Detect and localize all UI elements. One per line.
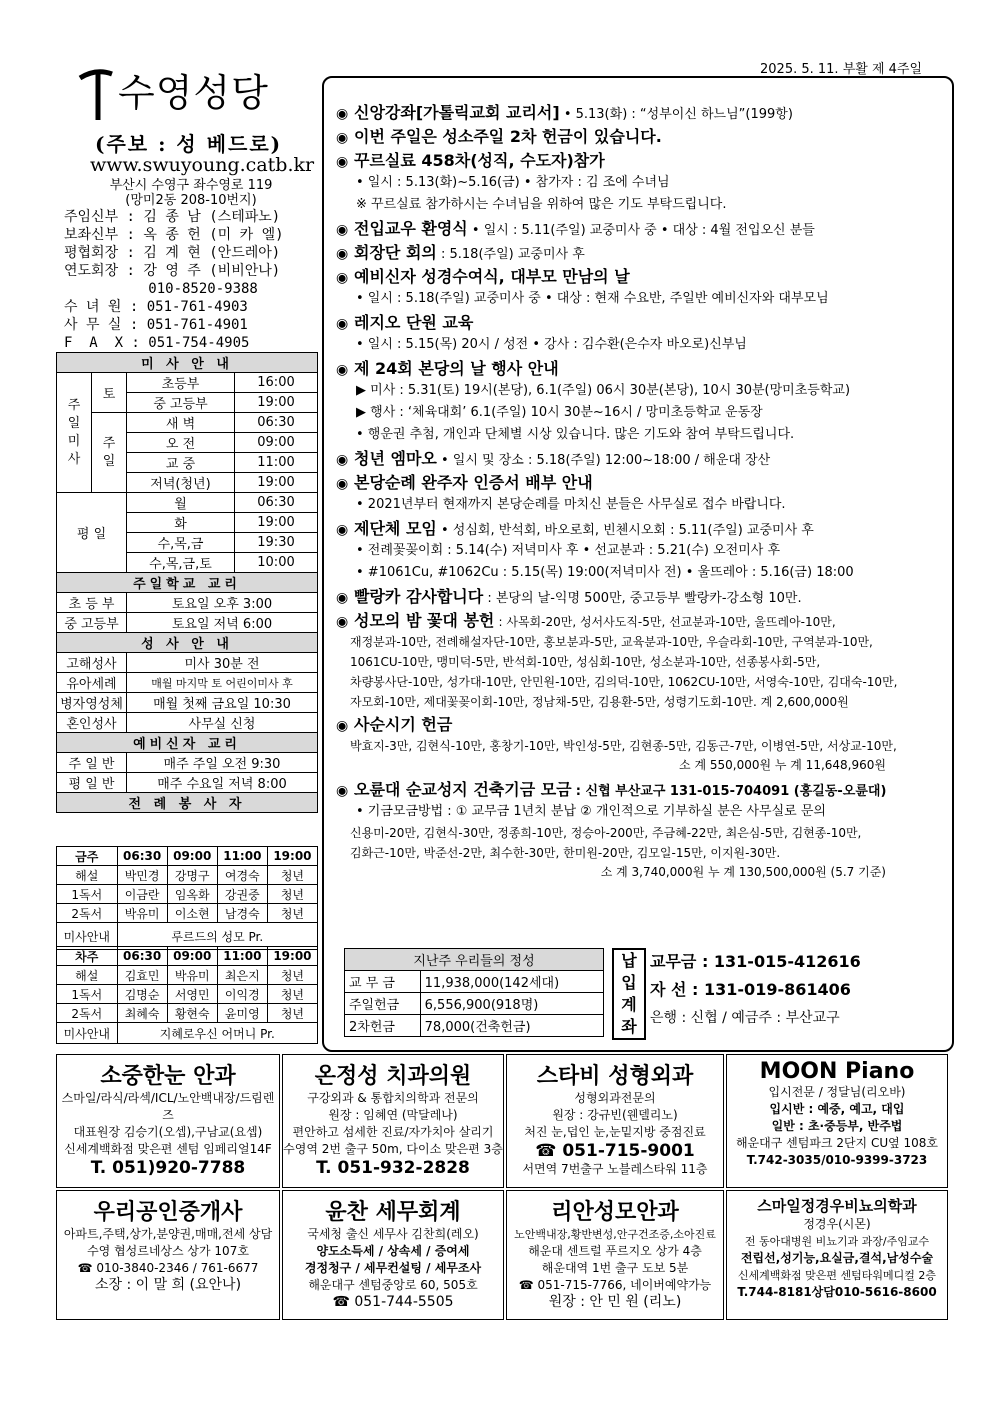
server-name: 강명구	[167, 866, 217, 885]
school-group: 중 고등부	[57, 613, 127, 633]
notice-item	[336, 516, 946, 540]
staff-list	[64, 208, 284, 352]
notice-sub: • 전례꽃꽂이회 : 5.14(수) 저녁미사 후 • 선교분과 : 5.21(수) 오전미사 후	[356, 543, 781, 558]
server-name: 김명순	[117, 985, 167, 1004]
ad-title: 온정성 치과의원	[314, 1064, 472, 1089]
ad-line: 원장 : 임혜연 (막달레나)	[328, 1108, 458, 1122]
servers-title: 전 례 봉 사 자	[57, 793, 318, 813]
target-bullet-icon: ◉	[336, 783, 349, 799]
staff-line: 주임신부 : 김 종 남 (스테파노)	[64, 209, 281, 225]
server-head: 09:00	[167, 847, 217, 866]
intent-label: 미사안내	[57, 1023, 118, 1044]
ad-title: 윤찬 세무회계	[325, 1200, 461, 1225]
ad-line: 원장 : 강규빈(웬델리노)	[552, 1108, 678, 1122]
ad-phone: T. 051)920-7788	[90, 1158, 246, 1178]
payment-account-label: 납입계좌	[612, 948, 646, 1040]
ad-line: ☎ 010-3840-2346 / 761-6677	[77, 1261, 259, 1275]
notice-sub: 1061CU-10만, 맹미덕-5만, 반석회-10만, 성심회-10만, 성소분과-10만, 선종봉사회-5만,	[350, 655, 821, 669]
ad-doctor: 원장 : 안 민 원 (리노)	[548, 1294, 682, 1310]
mass-name: 오 전	[127, 433, 235, 453]
notice-item	[336, 470, 946, 494]
notice-item	[336, 446, 946, 470]
sacrament-title: 성 사 안 내	[57, 633, 318, 653]
server-name: 강권중	[217, 885, 267, 904]
notice-title: 예비신자 성경수여식, 대부모 만남의 날	[354, 267, 630, 286]
target-bullet-icon: ◉	[336, 270, 349, 286]
ad-line: 수영 협성르네상스 상가 107호	[87, 1244, 249, 1258]
summary-title: 지난주 우리들의 정성	[345, 949, 604, 971]
ad-owner: 소장 : 이 말 희 (요안나)	[94, 1277, 242, 1293]
notice-title: 레지오 단원 교육	[354, 313, 474, 332]
server-head: 19:00	[267, 947, 317, 966]
server-name: 남경숙	[217, 904, 267, 923]
staff-line: 보좌신부 : 옥 종 헌 (미 카 엘)	[64, 227, 284, 243]
target-bullet-icon: ◉	[336, 522, 349, 538]
ad-line: 신세계백화점 맞은편 센텀 임페리얼14F	[64, 1142, 272, 1156]
notice-detail: : 사목회-20만, 성서사도직-5만, 선교분과-10만, 울뜨레아-10만,	[498, 615, 836, 629]
ad-line: 수영역 2번 출구 50m, 다이소 맞은편 3층	[283, 1142, 503, 1156]
server-name: 이금란	[117, 885, 167, 904]
ad-piano[interactable]	[726, 1054, 948, 1188]
ad-line: 편안하고 섬세한 진료/자가치아 살리기	[292, 1125, 494, 1139]
staff-line: 평협회장 : 김 계 현 (안드레아)	[64, 245, 281, 261]
mass-intent: 루르드의 성모 Pr.	[117, 923, 317, 950]
sacrament-info: 미사 30분 전	[127, 653, 318, 673]
ad-line: 전 동아대병원 비뇨기과 과장/주임교수	[744, 1235, 930, 1248]
server-head: 11:00	[217, 847, 267, 866]
staff-line: 사 무 실 : 051-761-4901	[64, 317, 248, 333]
notice-detail: : 신협 부산교구 131-015-704091 (홍길동-오륜대)	[575, 784, 887, 799]
notice-title: 꾸르실료 458차(성직, 수도자)참가	[354, 151, 605, 170]
notice-sub: 김화근-10만, 박준선-2만, 최수한-30만, 한미원-20만, 김모일-15만, 이지원-30만.	[350, 846, 781, 860]
ad-phone: T.744-8181상담010-5616-8600	[737, 1285, 937, 1299]
server-name: 김효민	[117, 966, 167, 985]
ad-title: 스마일정경우비뇨의학과	[757, 1197, 917, 1215]
notice-title: 제 24회 본당의 날 행사 안내	[354, 359, 559, 378]
sacrament-info: 매월 마지막 토 어린이미사 후	[127, 673, 318, 693]
staff-line: 연도회장 : 강 영 주 (비비안나)	[64, 263, 281, 279]
notice-item	[336, 100, 946, 124]
notice-sub: • 기금모금방법 : ① 교무금 1년치 분납 ② 개인적으로 기부하실 분은 사무실로 문의	[356, 804, 826, 819]
notice-sub: • 행운권 추첨, 개인과 단체별 시상 있습니다. 많은 기도와 참여 부탁드립니다.	[356, 427, 795, 442]
offering-summary-table	[344, 948, 604, 1037]
notice-item	[336, 712, 946, 736]
parish-address	[60, 178, 322, 208]
ad-tax-accountant[interactable]	[282, 1190, 504, 1320]
server-name: 윤미영	[217, 1004, 267, 1023]
server-head: 차주	[57, 947, 118, 966]
intent-label: 미사안내	[57, 923, 118, 950]
notice-sub: ▶ 미사 : 5.31(토) 19시(본당), 6.1(주일) 06시 30분(본당), 10시 30분(망미초등학교)	[356, 383, 851, 398]
notice-sub: 차량봉사단-10만, 성가대-10만, 안민원-10만, 김의덕-10만, 1062CU-10만, 서영숙-10만, 김대숙-10만,	[350, 675, 898, 689]
mass-intent: 지혜로우신 어머니 Pr.	[117, 1023, 317, 1044]
mass-name: 수,목,금	[127, 533, 235, 553]
school-group: 초 등 부	[57, 593, 127, 613]
ad-line: 일반 : 초·중등부, 반주법	[771, 1119, 903, 1133]
mass-time: 09:00	[235, 433, 318, 453]
notice-sub: 자모회-10만, 제대꽃꽂이회-10만, 정남채-5만, 김용환-5만, 성령기도회-10만. 계 2,600,000원	[350, 695, 849, 709]
notice-item	[336, 608, 946, 632]
ad-line: 해운대구 센텀중앙로 60, 505호	[308, 1278, 478, 1292]
ad-line: 양도소득세 / 상속세 / 증여세	[316, 1244, 470, 1258]
ad-eye-clinic[interactable]	[56, 1054, 280, 1188]
summary-value: 11,938,000(142세대)	[420, 971, 603, 993]
ad-phone: ☎ 051-715-9001	[535, 1141, 695, 1161]
school-time: 토요일 오후 3:00	[127, 593, 318, 613]
servers-week2-table	[56, 946, 318, 1044]
ad-line: 해운대구 센텀파크 2단지 CU옆 108호	[735, 1136, 939, 1150]
server-name: 청년	[267, 885, 317, 904]
target-bullet-icon: ◉	[336, 316, 349, 332]
sacrament-name: 고해성사	[57, 653, 127, 673]
ad-title: 리안성모안과	[551, 1200, 679, 1225]
catechumen-title: 예비신자 교리	[57, 733, 318, 753]
sunday-label: 주 일	[92, 413, 127, 493]
mass-name: 교 중	[127, 453, 235, 473]
server-name: 최혜숙	[117, 1004, 167, 1023]
notice-title: 성모의 밤 꽃대 봉헌	[354, 611, 495, 630]
class-name: 주 일 반	[57, 753, 127, 773]
notice-detail: • 일시 및 장소 : 5.18(주일) 12:00~18:00 / 해운대 장산	[441, 453, 771, 468]
summary-label: 2차헌금	[345, 1015, 421, 1037]
mass-time: 10:00	[235, 553, 318, 573]
mass-time: 19:00	[235, 473, 318, 493]
staff-line: 010-8520-9388	[64, 281, 258, 297]
parish-logo	[78, 62, 318, 122]
ad-line: 국세청 출신 세무사 김찬희(레오)	[307, 1227, 479, 1241]
notices-list	[336, 100, 946, 880]
weekday-label: 평 일	[57, 493, 127, 573]
target-bullet-icon: ◉	[336, 452, 349, 468]
ad-urology[interactable]	[726, 1190, 948, 1320]
target-bullet-icon: ◉	[336, 222, 349, 238]
mass-time: 06:30	[235, 493, 318, 513]
ad-phone: T. 051-932-2828	[316, 1158, 470, 1178]
mass-name: 화	[127, 513, 235, 533]
ad-line: 아파트,주택,상가,분양권,매매,전세 상담	[63, 1227, 273, 1241]
notice-total: 소 계 550,000원 누 계 11,648,960원	[679, 758, 886, 772]
mass-time: 19:00	[235, 393, 318, 413]
mass-time: 16:00	[235, 373, 318, 393]
server-head: 금주	[57, 847, 118, 866]
server-head: 09:00	[167, 947, 217, 966]
server-role: 해설	[57, 966, 118, 985]
notice-detail: • 성심회, 반석회, 바오로회, 빈첸시오회 : 5.11(주일) 교중미사 후	[441, 523, 814, 538]
target-bullet-icon: ◉	[336, 614, 349, 630]
ad-eye-hospital[interactable]	[506, 1190, 724, 1320]
ad-title: MOON Piano	[759, 1059, 915, 1084]
notice-item	[336, 124, 946, 148]
notice-title: 전입교우 환영식	[354, 219, 468, 238]
summary-value: 6,556,900(918명)	[420, 993, 603, 1015]
mass-time: 19:00	[235, 513, 318, 533]
address-line: (망미2동 208-10번지)	[125, 193, 257, 208]
server-role: 2독서	[57, 1004, 118, 1023]
target-bullet-icon: ◉	[336, 718, 349, 734]
ad-line: 입시전문 / 정달님(리오바)	[768, 1085, 906, 1099]
notice-title: 본당순례 완주자 인증서 배부 안내	[354, 473, 593, 492]
notice-total: 소 계 3,740,000원 누 계 130,500,000원 (5.7 기준)	[600, 865, 886, 879]
sacrament-info: 매월 첫째 금요일 10:30	[127, 693, 318, 713]
mass-schedule-table	[56, 352, 318, 813]
ad-dental[interactable]	[282, 1054, 504, 1188]
target-bullet-icon: ◉	[336, 130, 349, 146]
notice-sub: 재정분과-10만, 전례해설자단-10만, 홍보분과-5만, 교육분과-10만, 우슬라회-10만, 구역분과-10만,	[350, 635, 873, 649]
mass-name: 수,목,금,토	[127, 553, 235, 573]
cross-logo-icon	[78, 64, 114, 122]
notice-sub: • #1061Cu, #1062Cu : 5.15(목) 19:00(저녁미사 전) • 울뜨레아 : 5.16(금) 18:00	[356, 565, 854, 580]
staff-line: F A X : 051-754-4905	[64, 335, 250, 351]
notice-title: 제단체 모임	[354, 519, 437, 538]
ad-line: 해운대역 1번 출구 도보 5분	[541, 1261, 689, 1275]
class-time: 매주 주일 오전 9:30	[127, 753, 318, 773]
server-name: 청년	[267, 1004, 317, 1023]
server-head: 11:00	[217, 947, 267, 966]
mass-time: 06:30	[235, 413, 318, 433]
server-role: 2독서	[57, 904, 118, 923]
ad-title: 스타비 성형외과	[536, 1064, 694, 1089]
ad-line: 경정청구 / 세무컨설팅 / 세무조사	[304, 1261, 482, 1275]
ad-title: 소중한눈 안과	[100, 1064, 236, 1089]
server-head: 19:00	[267, 847, 317, 866]
target-bullet-icon: ◉	[336, 246, 349, 262]
server-role: 1독서	[57, 885, 118, 904]
target-bullet-icon: ◉	[336, 362, 349, 378]
notice-sub: ▶ 행사 : ‘체육대회’ 6.1(주일) 10시 30분~16시 / 망미초등학교 운동장	[356, 405, 763, 420]
ad-line: 해운대 센트럴 푸르지오 상가 4층	[528, 1244, 702, 1258]
address-line: 부산시 수영구 좌수영로 119	[109, 178, 273, 193]
target-bullet-icon: ◉	[336, 154, 349, 170]
notice-item	[336, 356, 946, 380]
target-bullet-icon: ◉	[336, 476, 349, 492]
ad-line: 정경우(시몬)	[803, 1217, 871, 1231]
mass-title: 미 사 안 내	[57, 353, 318, 373]
server-name: 박유미	[117, 904, 167, 923]
notice-item	[336, 240, 946, 264]
servers-week1-table	[56, 846, 318, 950]
mass-name: 중 고등부	[127, 393, 235, 413]
notice-sub: • 일시 : 5.13(화)~5.16(금) • 참가자 : 김 조에 수녀님	[356, 175, 670, 190]
server-name: 이소현	[167, 904, 217, 923]
mass-time: 19:30	[235, 533, 318, 553]
account-line: 자 선 : 131-019-861406	[650, 980, 851, 999]
account-info	[650, 948, 940, 1032]
ad-phone: ☎ 051-744-5505	[332, 1294, 454, 1310]
server-name: 이익경	[217, 985, 267, 1004]
summary-label: 주일헌금	[345, 993, 421, 1015]
account-line: 은행 : 신협 / 예금주 : 부산교구	[650, 1010, 840, 1026]
notice-sub: • 2021년부터 현재까지 본당순례를 마치신 분들은 사무실로 접수 바랍니다.	[356, 497, 786, 512]
notice-title: 빨랑카 감사합니다	[354, 587, 484, 606]
ad-line: 신세계백화점 맞은편 센텀타워메디컬 2층	[737, 1269, 937, 1282]
bulletin-name: (주보 : 성 베드로)	[95, 132, 283, 156]
notice-sub: ※ 꾸르실료 참가하시는 수녀님을 위하여 많은 기도 부탁드립니다.	[356, 197, 727, 212]
sunday-mass-label: 주 일 미 사	[57, 373, 92, 493]
ad-line: 처진 눈,덥인 눈,눈밑지방 중점진료	[524, 1125, 706, 1139]
notice-title: 회장단 회의	[354, 243, 437, 262]
server-role: 해설	[57, 866, 118, 885]
summary-label: 교 무 금	[345, 971, 421, 993]
notice-item	[336, 777, 946, 801]
server-name: 최은지	[217, 966, 267, 985]
mass-name: 새 벽	[127, 413, 235, 433]
ad-plastic-surgery[interactable]	[506, 1054, 724, 1188]
notice-item	[336, 216, 946, 240]
notice-title: 이번 주일은 성소주일 2차 헌금이 있습니다.	[354, 127, 662, 146]
server-name: 임옥화	[167, 885, 217, 904]
class-name: 평 일 반	[57, 773, 127, 793]
mass-name: 저녁(청년)	[127, 473, 235, 493]
saturday-label: 토	[92, 373, 127, 413]
server-role: 1독서	[57, 985, 118, 1004]
notice-sub: 신용미-20만, 김현식-30만, 정종희-10만, 정승아-200만, 주금혜-22만, 최은심-5만, 김현종-10만,	[350, 826, 862, 840]
notice-detail: : 본당의 날-익명 500만, 중고등부 빨랑카-강소형 10만.	[487, 591, 802, 606]
ad-realtor[interactable]	[56, 1190, 280, 1320]
ad-line: 성형외과전문의	[574, 1091, 656, 1105]
mass-name: 초등부	[127, 373, 235, 393]
server-name: 박민경	[117, 866, 167, 885]
ad-line: 스마일/라식/라섹/ICL/노안백내장/드림렌즈	[61, 1091, 275, 1122]
notice-title: 청년 엠마오	[354, 449, 437, 468]
ad-line: 전립선,성기능,요실금,결석,남성수술	[740, 1251, 934, 1265]
issue-date: 2025. 5. 11. 부활 제 4주일	[760, 62, 923, 77]
sacrament-name: 유아세례	[57, 673, 127, 693]
notice-item	[336, 310, 946, 334]
account-line: 교무금 : 131-015-412616	[650, 952, 861, 971]
server-name: 박유미	[167, 966, 217, 985]
notice-sub: 박효지-3만, 김현식-10만, 홍창기-10만, 박인성-5만, 김현종-5만, 김동근-7만, 이병연-5만, 서상교-10만,	[350, 739, 897, 753]
ad-title: 우리공인중개사	[93, 1200, 243, 1225]
notice-item	[336, 148, 946, 172]
ad-phone: T.742-3035/010-9399-3723	[746, 1153, 928, 1167]
notice-title: 신앙강좌[가톨릭교회 교리서]	[354, 103, 560, 122]
ad-line: 서면역 7번출구 노블레스타워 11층	[522, 1162, 708, 1176]
notice-detail: • 일시 : 5.11(주일) 교중미사 중 • 대상 : 4월 전입오신 분들	[471, 223, 815, 238]
notice-item	[336, 584, 946, 608]
notice-title: 오륜대 순교성지 건축기금 모금	[354, 780, 572, 799]
server-head: 06:30	[117, 947, 167, 966]
target-bullet-icon: ◉	[336, 106, 349, 122]
school-title: 주일학교 교리	[57, 573, 318, 593]
notice-title: 사순시기 헌금	[354, 715, 453, 734]
mass-time: 11:00	[235, 453, 318, 473]
server-head: 06:30	[117, 847, 167, 866]
logo-text: 수영성당	[118, 71, 269, 115]
ad-line: 구강외과 & 통합치의학과 전문의	[307, 1091, 479, 1105]
server-name: 황현숙	[167, 1004, 217, 1023]
ad-line: 노안백내장,황반변성,안구건조증,소아진료	[514, 1228, 716, 1241]
ad-line: 입시반 : 예중, 예고, 대입	[769, 1102, 905, 1116]
notice-item	[336, 264, 946, 288]
class-time: 매주 수요일 저녁 8:00	[127, 773, 318, 793]
target-bullet-icon: ◉	[336, 590, 349, 606]
server-name: 서영민	[167, 985, 217, 1004]
notice-detail: : 5.18(주일) 교중미사 후	[441, 247, 585, 262]
server-name: 청년	[267, 904, 317, 923]
sacrament-name: 병자영성체	[57, 693, 127, 713]
school-time: 토요일 저녁 6:00	[127, 613, 318, 633]
sacrament-name: 혼인성사	[57, 713, 127, 733]
server-name: 청년	[267, 985, 317, 1004]
ad-line: ☎ 051-715-7766, 네이버예약가능	[518, 1278, 712, 1292]
sacrament-info: 사무실 신청	[127, 713, 318, 733]
server-name: 청년	[267, 866, 317, 885]
summary-value: 78,000(건축헌금)	[420, 1015, 603, 1037]
notice-sub: • 일시 : 5.18(주일) 교중미사 중 • 대상 : 현재 수요반, 주일반 예비신자와 대부모님	[356, 291, 829, 306]
staff-line: 수 녀 원 : 051-761-4903	[64, 299, 248, 315]
ad-line: 대표원장 김승기(오셉),구남교(요셉)	[73, 1125, 263, 1139]
notice-sub: • 일시 : 5.15(목) 20시 / 성전 • 강사 : 김수환(은수자 바오로)신부님	[356, 337, 747, 352]
server-name: 여경숙	[217, 866, 267, 885]
parish-url[interactable]: www.swuyoung.catb.kr	[90, 154, 315, 176]
mass-name: 월	[127, 493, 235, 513]
notice-detail: • 5.13(화) : “성부이신 하느님”(199항)	[563, 107, 793, 122]
server-name: 청년	[267, 966, 317, 985]
